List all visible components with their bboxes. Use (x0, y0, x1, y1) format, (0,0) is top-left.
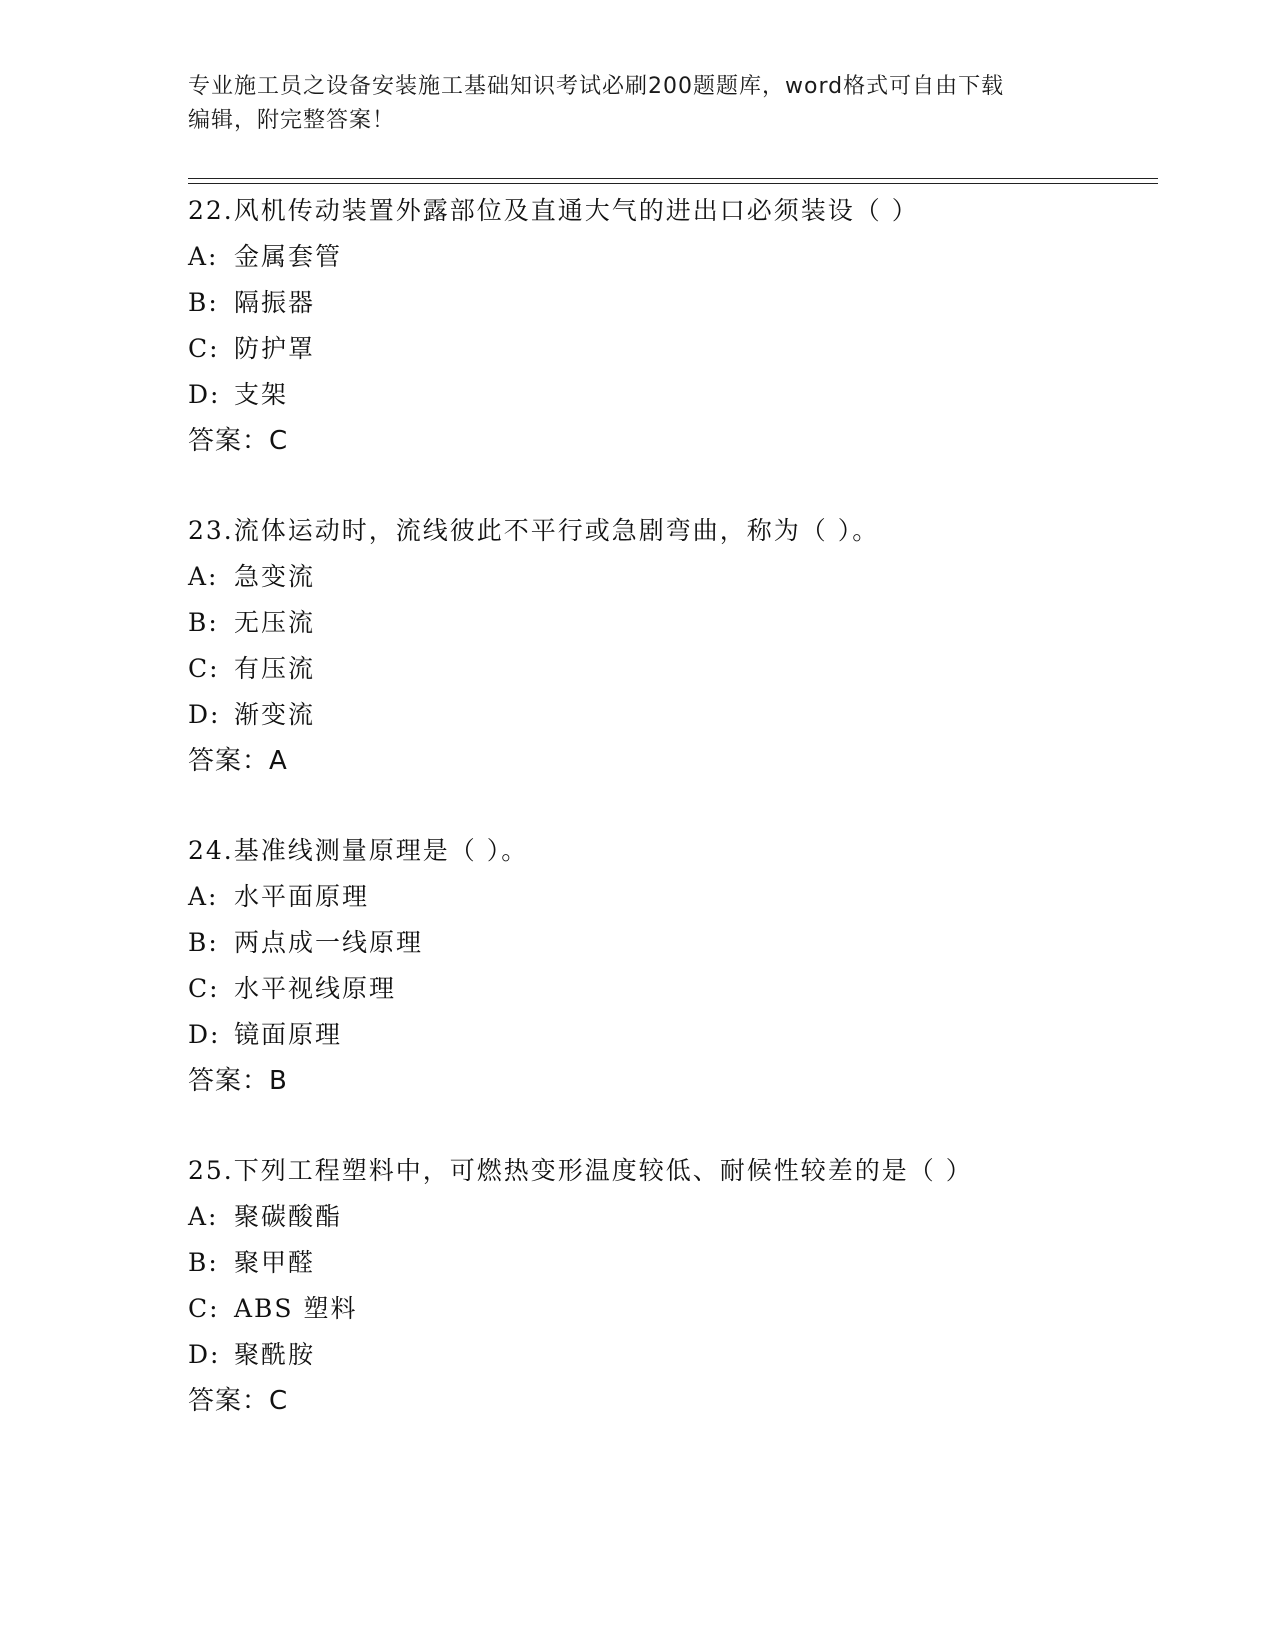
option-a (188, 1194, 1168, 1240)
option-key: C: (188, 1294, 220, 1323)
option-b (188, 280, 1168, 326)
option-key: A: (188, 882, 219, 911)
option-text: 防护罩 (234, 334, 316, 363)
question-22 (188, 188, 1168, 464)
option-text: 隔振器 (234, 288, 316, 317)
answer-line: 答案：B (188, 1066, 288, 1096)
option-key: B: (188, 928, 219, 957)
option-text: 水平视线原理 (234, 974, 397, 1003)
header-line-1: 专业施工员之设备安装施工基础知识考试必刷200题题库，word格式可自由下载 (188, 74, 1005, 99)
option-a (188, 234, 1168, 280)
option-d (188, 372, 1168, 418)
option-text: 渐变流 (234, 700, 316, 729)
option-text: 金属套管 (234, 242, 343, 271)
question-23 (188, 508, 1168, 784)
option-b (188, 600, 1168, 646)
option-text: 聚碳酸酯 (234, 1202, 343, 1231)
question-stem: 22.风机传动装置外露部位及直通大气的进出口必须装设（ ） (188, 196, 919, 225)
option-text: 急变流 (234, 562, 316, 591)
option-text: 支架 (234, 380, 289, 409)
option-a (188, 554, 1168, 600)
document-header (188, 70, 1088, 138)
header-divider-top (188, 178, 1158, 179)
option-key: B: (188, 1248, 219, 1277)
option-key: C: (188, 334, 220, 363)
option-c (188, 646, 1168, 692)
answer-line: 答案：A (188, 746, 288, 776)
option-key: A: (188, 242, 219, 271)
option-d (188, 1012, 1168, 1058)
option-key: D: (188, 1340, 221, 1369)
option-c (188, 326, 1168, 372)
option-c (188, 966, 1168, 1012)
option-text: ABS 塑料 (234, 1294, 358, 1323)
option-b (188, 920, 1168, 966)
option-a (188, 874, 1168, 920)
option-text: 水平面原理 (234, 882, 370, 911)
header-line-2: 编辑，附完整答案！ (188, 108, 396, 133)
option-text: 有压流 (234, 654, 316, 683)
option-key: C: (188, 974, 220, 1003)
option-key: B: (188, 608, 219, 637)
question-stem: 23.流体运动时，流线彼此不平行或急剧弯曲，称为（ ）。 (188, 516, 880, 545)
option-b (188, 1240, 1168, 1286)
option-text: 镜面原理 (234, 1020, 343, 1049)
answer-line: 答案：C (188, 426, 289, 456)
option-key: D: (188, 1020, 221, 1049)
question-25 (188, 1148, 1168, 1424)
option-text: 两点成一线原理 (234, 928, 424, 957)
answer-line: 答案：C (188, 1386, 289, 1416)
option-d (188, 692, 1168, 738)
question-stem: 24.基准线测量原理是（ ）。 (188, 836, 529, 865)
option-key: B: (188, 288, 219, 317)
option-key: C: (188, 654, 220, 683)
question-stem: 25.下列工程塑料中，可燃热变形温度较低、耐候性较差的是（ ） (188, 1156, 973, 1185)
header-divider-bottom (188, 183, 1158, 184)
option-key: A: (188, 562, 219, 591)
option-text: 无压流 (234, 608, 316, 637)
question-24 (188, 828, 1168, 1104)
option-text: 聚酰胺 (234, 1340, 316, 1369)
option-d (188, 1332, 1168, 1378)
option-key: A: (188, 1202, 219, 1231)
option-text: 聚甲醛 (234, 1248, 316, 1277)
option-key: D: (188, 700, 221, 729)
option-key: D: (188, 380, 221, 409)
option-c (188, 1286, 1168, 1332)
